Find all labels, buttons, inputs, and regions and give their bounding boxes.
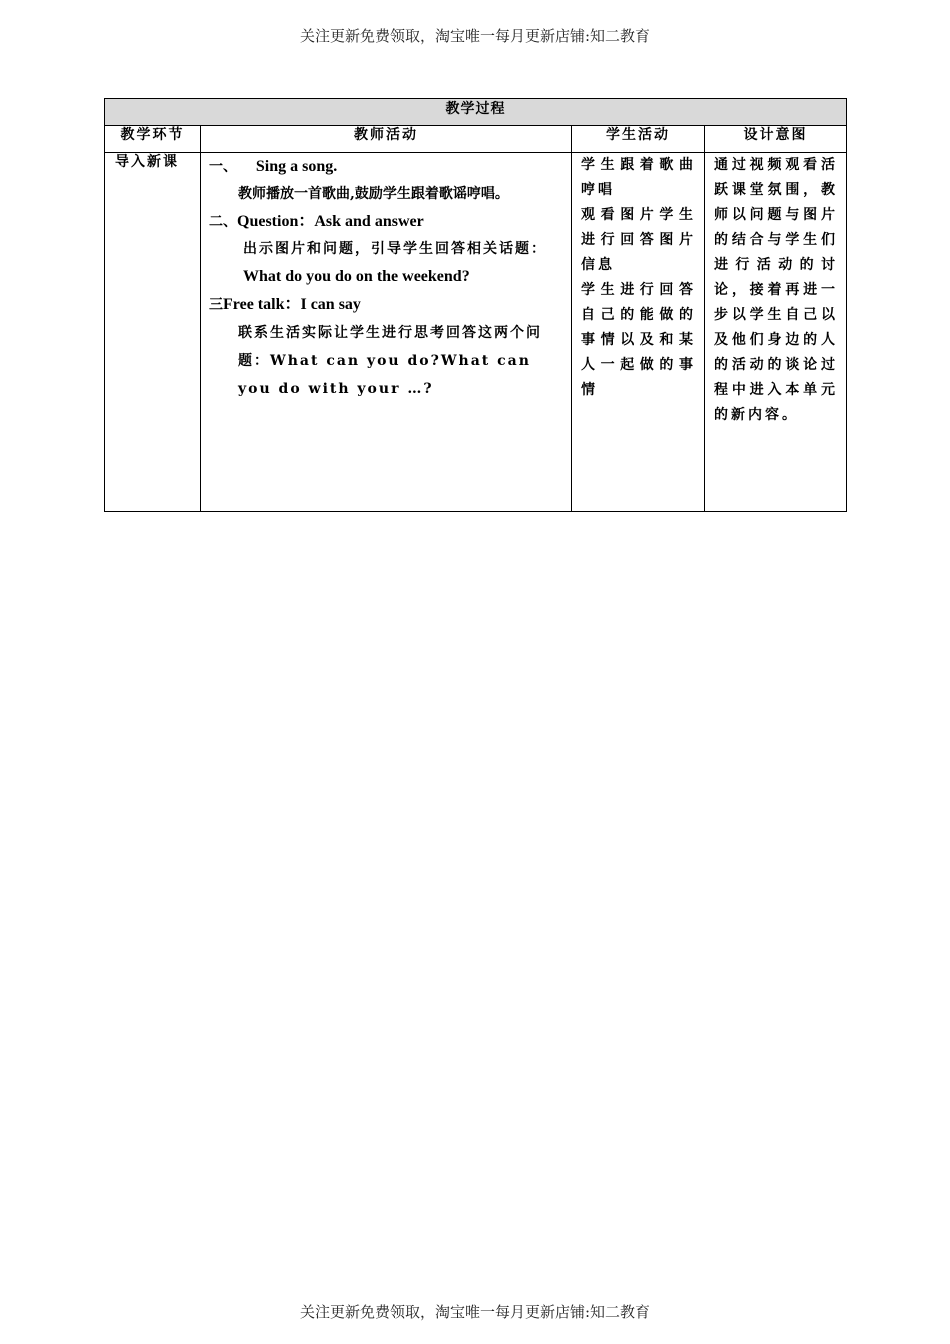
teacher-item-2	[209, 208, 563, 236]
item-1-description: 教师播放一首歌曲,鼓励学生跟着歌谣哼唱。	[238, 186, 509, 202]
design-intent-text: 通过视频观看活跃课堂氛围，教师以问题与图片的结合与学生们进行活动的讨论，接着再进一步以学生自己以及他们身边的人的活动的谈论过程中进入本单元的新内容。	[714, 157, 838, 423]
item-1-title: Sing a song.	[255, 158, 338, 175]
item-3-title: Free talk：I can say	[223, 296, 361, 313]
design-intent-cell	[705, 153, 847, 512]
item-2-description: 出示图片和问题，引导学生回答相关话题：	[243, 241, 547, 257]
table-title: 教学过程	[105, 99, 847, 126]
item-2-question: What do you do on the weekend?	[243, 268, 470, 285]
student-activity-3: 学生进行回答自己的能做的事情以及和某人一起做的事情	[581, 282, 696, 398]
column-header-student-activity: 学生活动	[572, 126, 705, 153]
teacher-item-3	[209, 291, 563, 319]
lesson-plan-table	[104, 98, 847, 512]
page-header: 关注更新免费领取，淘宝唯一每月更新店铺:知二教育	[299, 27, 651, 45]
stage-cell: 导入新课	[105, 153, 201, 512]
student-activity-cell	[572, 153, 705, 512]
column-header-teacher-activity: 教师活动	[201, 126, 572, 153]
column-header-stage: 教学环节	[105, 126, 201, 153]
page-footer: 关注更新免费领取，淘宝唯一每月更新店铺:知二教育	[299, 1303, 651, 1321]
column-header-design-intent: 设计意图	[705, 126, 847, 153]
item-3-marker: 三	[209, 297, 223, 313]
item-2-title: Question：Ask and answer	[237, 213, 424, 230]
item-2-marker: 二、	[209, 214, 237, 230]
item-3-description: 联系生活实际让学生进行思考回答这两个问题：What can you do?What can you do with your …?	[238, 325, 542, 397]
student-activity-1: 学生跟着歌曲哼唱	[581, 157, 696, 198]
table-row	[105, 153, 847, 512]
teacher-item-1	[209, 153, 563, 181]
teacher-activity-cell	[201, 153, 572, 512]
student-activity-2: 观看图片学生进行回答图片信息	[581, 207, 696, 273]
item-1-marker: 一、	[209, 159, 237, 175]
